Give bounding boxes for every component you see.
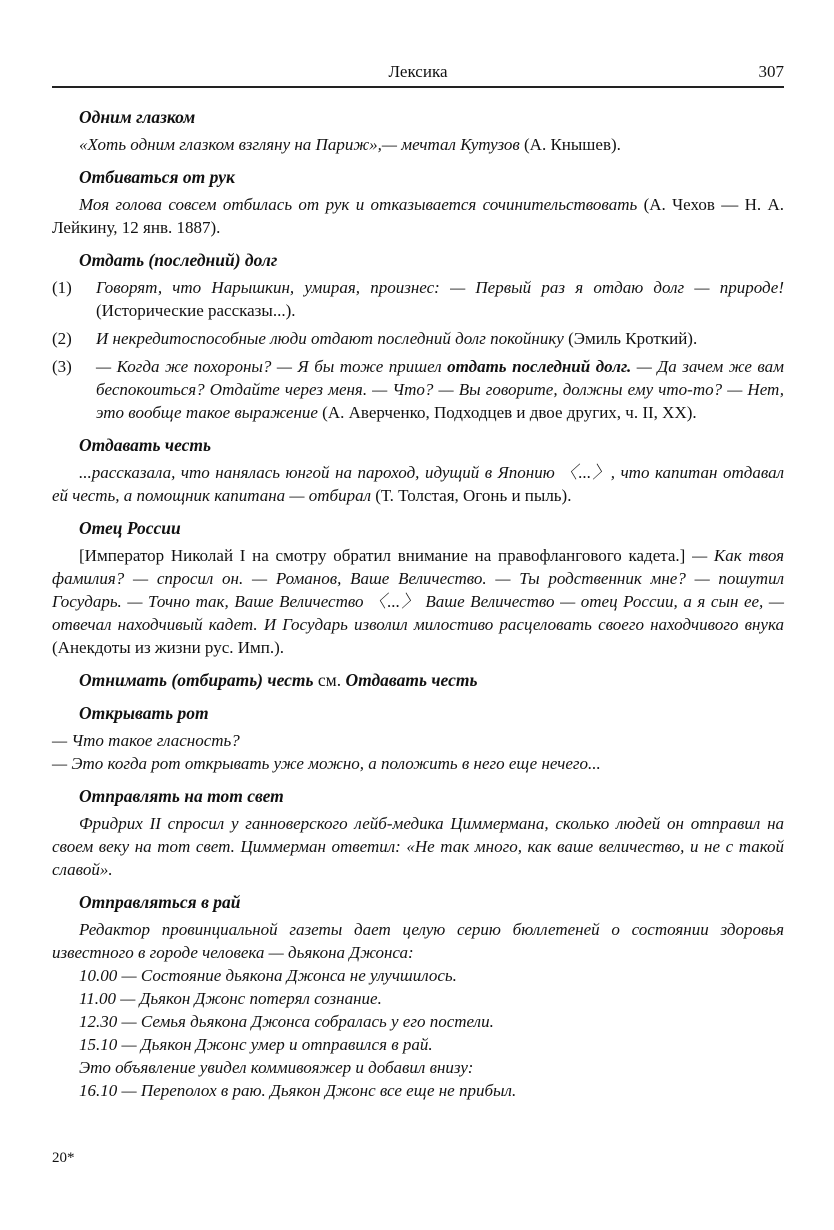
bulletin-line: 11.00 — Дьякон Джонс потерял сознание. — [79, 989, 382, 1008]
source-citation: (А. Кнышев). — [519, 135, 621, 154]
entry-text: Редактор провинциальной газеты дает целую серию бюллетеней о состоянии здоровья известного в городе человека — дьякона Джонса: — [52, 920, 784, 962]
page-number: 307 — [758, 62, 784, 81]
entry-title: Отнимать (отбирать) честь — [79, 670, 314, 690]
cross-reference-link[interactable]: Отдавать честь — [345, 670, 478, 690]
source-citation: (Т. Толстая, Огонь и пыль). — [371, 486, 572, 505]
source-citation: (А. Аверченко, Подходцев и двое других, ч. II, XX). — [317, 403, 697, 422]
running-head — [52, 58, 784, 88]
context-intro: [Император Николай I на смотру обратил внимание на правофлангового кадета.] — [79, 546, 686, 565]
entry-title: Одним глазком — [79, 107, 196, 127]
item-number: (1) — [52, 278, 72, 297]
source-citation: (Анекдоты из жизни рус. Имп.). — [52, 638, 285, 657]
running-title: Лексика — [388, 62, 448, 81]
cross-reference-entry — [79, 669, 784, 692]
bulletin-line: 10.00 — Состояние дьякона Джонса не улучшилось. — [79, 966, 457, 985]
entry-title: Открывать рот — [79, 703, 209, 723]
quote-text: «Хоть одним глазком взгляну на Париж»,— мечтал Кутузов — [79, 135, 520, 154]
source-citation: (Исторические рассказы...). — [96, 301, 296, 320]
entry-text — [52, 193, 784, 239]
entry-title: Отец России — [79, 518, 181, 538]
entry-title: Отдавать честь — [79, 435, 211, 455]
quote-text: — Да зачем же вам беспокоиться? Отдайте через меня. — Что? — Вы говорите, должны ему что-то? — Нет, это вообще такое выражение — [96, 357, 784, 422]
dialog — [52, 729, 784, 775]
source-citation: (Эмиль Кроткий). — [563, 329, 698, 348]
entry-title: Отбиваться от рук — [79, 167, 235, 187]
item-text — [96, 276, 784, 322]
quote-text: — Когда же похороны? — Я бы тоже пришел — [96, 357, 448, 376]
quote-text: — Как твоя фамилия? — спросил он. — Романов, Ваше Величество. — Ты родственник мне? — пошутил Государь. — Точно так, Ваше Величество 〈...〉 Ваше Величество — отец России, а я сын ее, — отвечал находчивый кадет. И Государь изволил милостиво расцеловать своего находчивого внука — [52, 546, 784, 634]
entry-title: Отправлять на тот свет — [79, 786, 284, 806]
source-citation: (А. Чехов — Н. А. Лейкину, 12 янв. 1887). — [52, 195, 784, 237]
item-number: (3) — [52, 357, 72, 376]
entry-text — [52, 544, 784, 659]
bulletin-list — [52, 964, 784, 1102]
entry-title: Отправляться в рай — [79, 892, 241, 912]
item-text — [96, 355, 784, 424]
bulletin-line: 15.10 — Дьякон Джонс умер и отправился в рай. — [79, 1035, 433, 1054]
quote-text: Говорят, что Нарышкин, умирая, произнес: — Первый раз я отдаю долг — природе! — [96, 278, 784, 297]
entry-text: Фридрих II спросил у ганноверского лейб-медика Циммермана, сколько людей он отправил на своем веку на тот свет. Циммерман ответил: «Не так много, как ваше величество, и не с такой славой». — [52, 814, 784, 879]
see-label: см. — [313, 670, 346, 690]
quote-text: И некредитоспособные люди отдают последний долг покойнику — [96, 329, 564, 348]
bulletin-line: 12.30 — Семья дьякона Джонса собралась у его постели. — [79, 1012, 494, 1031]
numbered-item — [52, 355, 784, 424]
bulletin-line: Это объявление увидел коммивояжер и добавил внизу: — [79, 1058, 474, 1077]
quote-text: ...рассказала, что нанялась юнгой на пароход, идущий в Японию 〈...〉, что капитан отдавал ей честь, а помощник капитана — отбирал — [52, 463, 784, 505]
entry-title: Отдать (последний) долг — [79, 250, 278, 270]
page-content — [52, 88, 784, 1102]
bulletin-line: 16.10 — Переполох в раю. Дьякон Джонс все еще не прибыл. — [79, 1081, 517, 1100]
dialog-line: — Это когда рот открывать уже можно, а положить в него еще нечего... — [52, 754, 601, 773]
dialog-line: — Что такое гласность? — [52, 731, 240, 750]
highlighted-phrase: отдать последний долг. — [447, 357, 632, 376]
entry-text — [52, 461, 784, 507]
quote-text: Моя голова совсем отбилась от рук и отказывается сочинительствовать — [79, 195, 638, 214]
item-number: (2) — [52, 329, 72, 348]
numbered-item — [52, 276, 784, 322]
book-page — [52, 58, 784, 1102]
signature-mark: 20* — [52, 1150, 75, 1166]
numbered-item — [52, 327, 784, 350]
item-text — [96, 327, 784, 350]
entry-text — [52, 133, 784, 156]
